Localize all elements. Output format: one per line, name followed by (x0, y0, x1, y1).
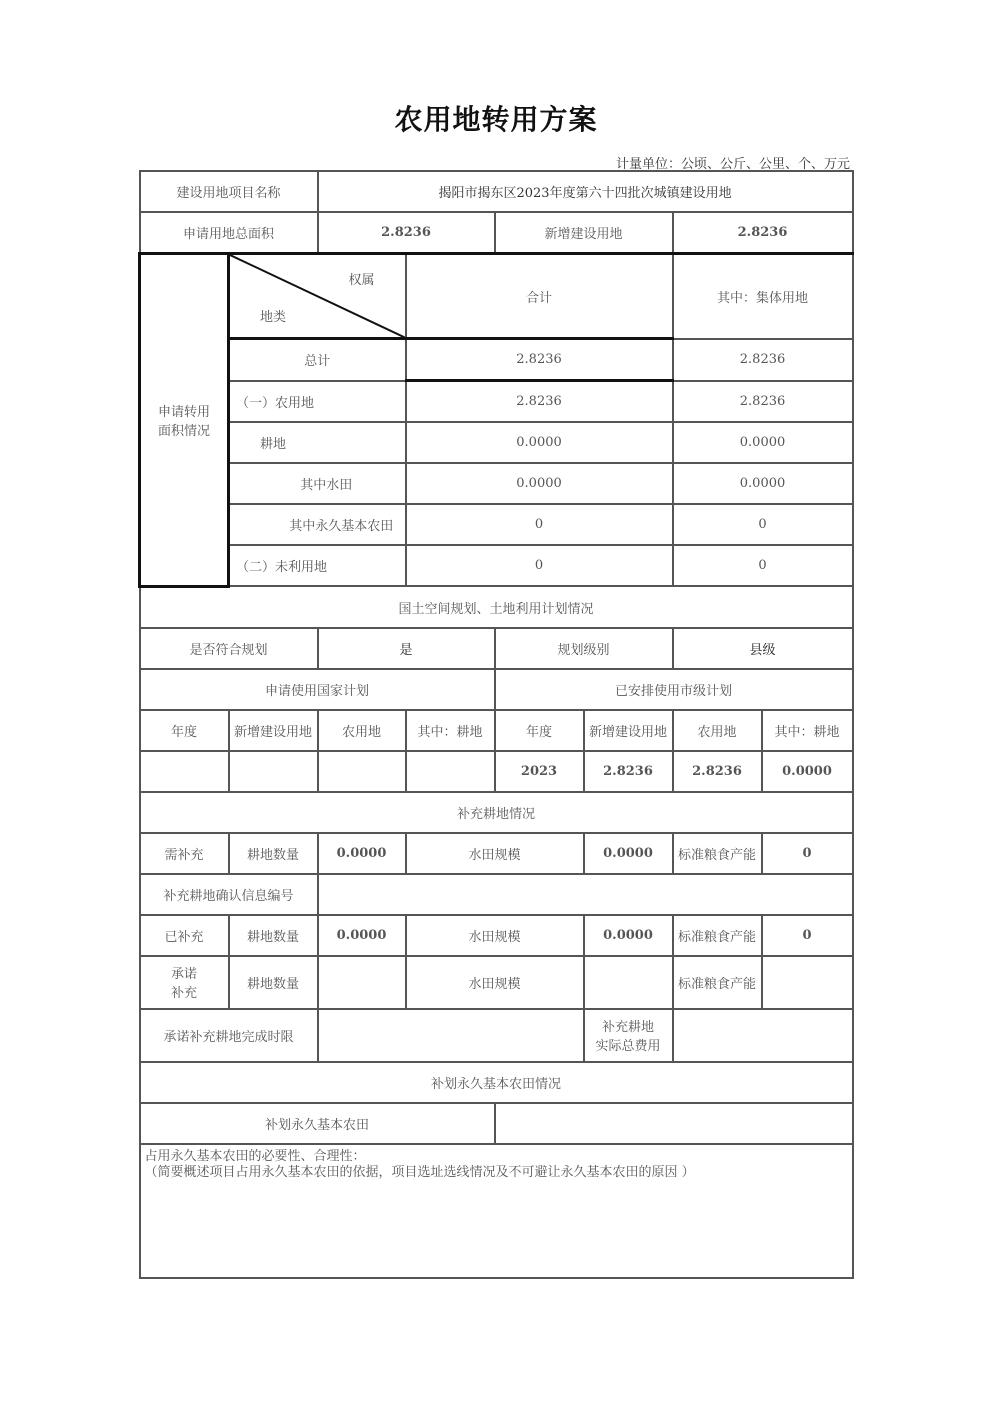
plan-value (406, 751, 495, 792)
row-label: 其中水田 (229, 463, 406, 504)
need-grain: 0 (762, 833, 853, 874)
row-total: 2.8236 (406, 381, 673, 423)
done-label: 已补充 (140, 915, 229, 956)
promise-label (140, 956, 229, 1009)
header-landtype: 地类 (260, 310, 287, 325)
col-total-header: 合计 (406, 254, 673, 339)
table-row (140, 381, 853, 423)
table-row (140, 504, 853, 545)
table-row (140, 463, 853, 504)
grain-label: 标准粮食产能 (673, 833, 762, 874)
table-row (140, 339, 853, 381)
row-collective: 0.0000 (673, 422, 853, 463)
table-row (140, 422, 853, 463)
qty-label: 耕地数量 (229, 956, 318, 1009)
row-label: 其中永久基本农田 (229, 504, 406, 545)
need-qty: 0.0000 (318, 833, 406, 874)
plan-value: 2023 (495, 751, 584, 792)
note-line-1: 占用永久基本农田的必要性、合理性： (144, 1148, 366, 1164)
city-plan-label: 已安排使用市级计划 (495, 669, 853, 710)
done-supplement-row (140, 915, 853, 956)
plan-col-header: 农用地 (318, 710, 406, 751)
grain-label: 标准粮食产能 (673, 915, 762, 956)
need-paddy: 0.0000 (584, 833, 673, 874)
plan-col-header: 农用地 (673, 710, 762, 751)
national-plan-label: 申请使用国家计划 (140, 669, 495, 710)
new-construction-label: 新增建设用地 (495, 212, 673, 254)
farmland-section-title: 补划永久基本农田情况 (140, 1062, 853, 1103)
plan-value: 0.0000 (762, 751, 853, 792)
row-label: 耕地 (229, 422, 406, 463)
plan-col-header: 新增建设用地 (584, 710, 673, 751)
done-qty: 0.0000 (318, 915, 406, 956)
row-collective: 0.0000 (673, 463, 853, 504)
side-label-2: 面积情况 (157, 423, 210, 439)
cost-value (673, 1009, 853, 1062)
done-paddy: 0.0000 (584, 915, 673, 956)
finish-time-value (318, 1009, 584, 1062)
row-label: （一）农用地 (229, 381, 406, 423)
total-area-label: 申请用地总面积 (140, 212, 318, 254)
unit-note: 计量单位：公顷、公斤、公里、个、万元 (615, 157, 850, 172)
project-name-value: 揭阳市揭东区2023年度第六十四批次城镇建设用地 (318, 171, 853, 212)
planning-section-title: 国土空间规划、土地利用计划情况 (140, 586, 853, 628)
plan-header-row (140, 710, 853, 751)
done-grain: 0 (762, 915, 853, 956)
row-label: （二）未利用地 (229, 545, 406, 586)
paddy-label: 水田规模 (406, 915, 584, 956)
cost-label-1: 补充耕地 (602, 1020, 655, 1035)
plan-value (140, 751, 229, 792)
farmland-row-value (495, 1103, 853, 1144)
promise-supplement-row (140, 956, 853, 1009)
total-area-value: 2.8236 (318, 212, 495, 254)
plan-col-header: 其中：耕地 (406, 710, 495, 751)
promise-paddy (584, 956, 673, 1009)
confirm-no-label: 补充耕地确认信息编号 (140, 874, 318, 915)
finish-time-label: 承诺补充耕地完成时限 (140, 1009, 318, 1062)
row-total: 0.0000 (406, 463, 673, 504)
table-row (140, 545, 853, 586)
qty-label: 耕地数量 (229, 833, 318, 874)
row-collective: 0 (673, 504, 853, 545)
plan-col-header: 其中：耕地 (762, 710, 853, 751)
row-total: 0 (406, 545, 673, 586)
new-construction-value: 2.8236 (673, 212, 853, 254)
conform-value: 是 (318, 628, 495, 669)
row-label: 总计 (229, 339, 406, 381)
row-collective: 0 (673, 545, 853, 586)
plan-value: 2.8236 (673, 751, 762, 792)
plan-level-label: 规划级别 (495, 628, 673, 669)
plan-value (318, 751, 406, 792)
row-collective: 2.8236 (673, 339, 853, 381)
qty-label: 耕地数量 (229, 915, 318, 956)
diagonal-line (230, 255, 406, 339)
row-total: 2.8236 (406, 339, 673, 381)
promise-grain (762, 956, 853, 1009)
plan-value (229, 751, 318, 792)
row-collective: 2.8236 (673, 381, 853, 423)
plan-col-header: 年度 (495, 710, 584, 751)
grain-label: 标准粮食产能 (673, 956, 762, 1009)
diagonal-header-cell (229, 254, 406, 339)
promise-label-2: 补充 (170, 986, 197, 1001)
cost-label (584, 1009, 673, 1062)
cost-label-2: 实际总费用 (595, 1039, 661, 1054)
supplement-section-title: 补充耕地情况 (140, 792, 853, 833)
promise-qty (318, 956, 406, 1009)
promise-label-1: 承诺 (170, 967, 197, 982)
page-title: 农用地转用方案 (394, 103, 598, 136)
plan-level-value: 县级 (673, 628, 853, 669)
row-total: 0 (406, 504, 673, 545)
plan-col-header: 年度 (140, 710, 229, 751)
land-conversion-table (138, 170, 854, 1279)
paddy-label: 水田规模 (406, 956, 584, 1009)
paddy-label: 水田规模 (406, 833, 584, 874)
plan-value-row (140, 751, 853, 792)
farmland-note (140, 1144, 853, 1278)
need-label: 需补充 (140, 833, 229, 874)
side-label-1: 申请转用 (157, 404, 210, 420)
note-line-2: （简要概述项目占用永久基本农田的依据，项目选址选线情况及不可避让永久基本农田的原因 ） (144, 1164, 695, 1180)
plan-value: 2.8236 (584, 751, 673, 792)
confirm-no-value (318, 874, 853, 915)
conform-label: 是否符合规划 (140, 628, 318, 669)
farmland-row-label: 补划永久基本农田 (140, 1103, 495, 1144)
plan-col-header: 新增建设用地 (229, 710, 318, 751)
project-name-label: 建设用地项目名称 (140, 171, 318, 212)
header-ownership: 权属 (348, 273, 375, 288)
conversion-side-label (140, 254, 229, 587)
col-collective-header: 其中：集体用地 (673, 254, 853, 339)
row-total: 0.0000 (406, 422, 673, 463)
need-supplement-row (140, 833, 853, 874)
